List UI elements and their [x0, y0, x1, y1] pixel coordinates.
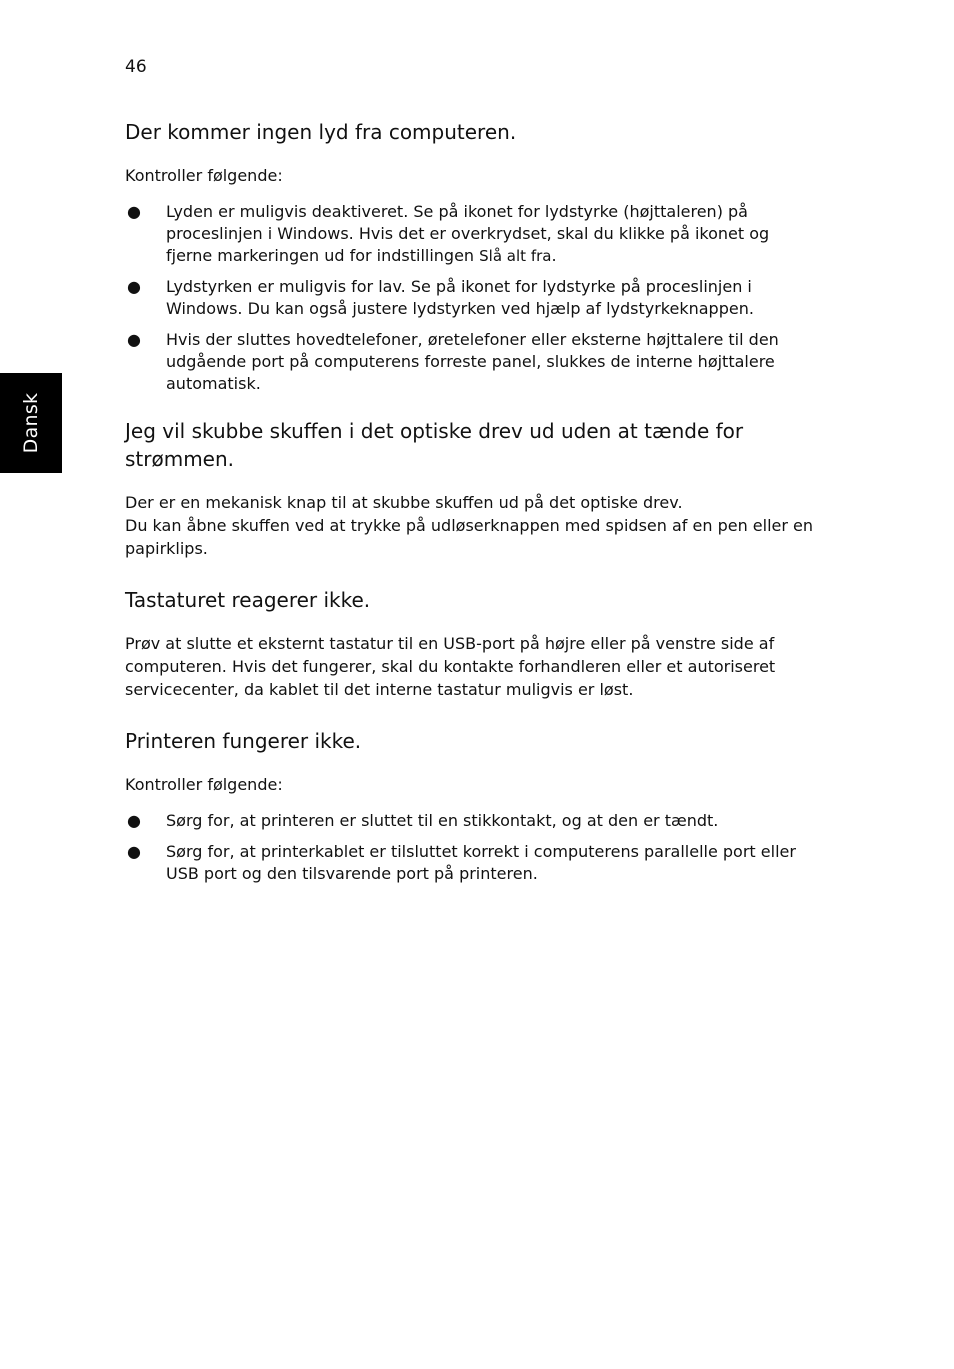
section-heading: Der kommer ingen lyd fra computeren. [125, 120, 517, 144]
language-tab [0, 373, 62, 473]
list-item-text: Lyden er muligvis deaktiveret. Se på ikonet for lydstyrke (højttaleren) på proceslinjen i Windows. Hvis det er overkrydset, skal du klikke på ikonet og fjerne markeringen ud for indstillingen [166, 202, 770, 265]
bullet-list [125, 201, 815, 395]
bullet-list [125, 810, 815, 885]
bullet-icon: ● [127, 202, 141, 221]
list-item [125, 276, 815, 320]
bullet-icon: ● [127, 330, 141, 349]
section-paragraph: Der er en mekanisk knap til at skubbe skuffen ud på det optiske drev. [125, 493, 683, 512]
language-tab-label: Dansk [20, 392, 42, 454]
list-item [125, 841, 815, 885]
section-heading: Printeren fungerer ikke. [125, 729, 362, 753]
list-item [125, 201, 815, 267]
section-no-sound [125, 118, 815, 395]
section-paragraph: Du kan åbne skuffen ved at trykke på udløserknappen med spidsen af en pen eller en papirklips. [125, 516, 814, 558]
section-heading: Tastaturet reagerer ikke. [125, 588, 371, 612]
bullet-icon: ● [127, 277, 141, 296]
list-item [125, 329, 815, 395]
section-intro: Kontroller følgende: [125, 166, 283, 185]
list-item-text: Hvis der sluttes hovedtelefoner, øretelefoner eller eksterne højttalere til den udgående port på computerens forreste panel, slukkes de interne højttalere automatisk. [166, 330, 779, 393]
list-item-text: Sørg for, at printerkablet er tilsluttet korrekt i computerens parallelle port eller USB port og den tilsvarende port på printeren. [166, 842, 796, 883]
section-heading: Jeg vil skubbe skuffen i det optiske drev ud uden at tænde for strømmen. [125, 419, 744, 471]
page-content [125, 118, 815, 885]
section-intro: Kontroller følgende: [125, 775, 283, 794]
list-item-text: Lydstyrken er muligvis for lav. Se på ikonet for lydstyrke på proceslinjen i Windows. Du kan også justere lydstyrken ved hjælp af lydstyrkeknappen. [166, 277, 754, 318]
section-optical-drive [125, 417, 815, 560]
section-printer [125, 727, 815, 885]
list-item [125, 810, 815, 832]
page-number: 46 [125, 57, 147, 77]
section-paragraph: Prøv at slutte et eksternt tastatur til en USB-port på højre eller på venstre side af computeren. Hvis det fungerer, skal du kontakte forhandleren eller et autoriseret servicecenter, da kablet til det interne tastatur muligvis er løst. [125, 634, 776, 699]
section-keyboard [125, 586, 815, 701]
bullet-icon: ● [127, 811, 141, 830]
bullet-icon: ● [127, 842, 141, 861]
list-item-text: Sørg for, at printeren er sluttet til en stikkontakt, og at den er tændt. [166, 811, 719, 830]
ui-term: Slå alt fra [479, 247, 552, 265]
list-item-text-end: . [551, 246, 557, 265]
